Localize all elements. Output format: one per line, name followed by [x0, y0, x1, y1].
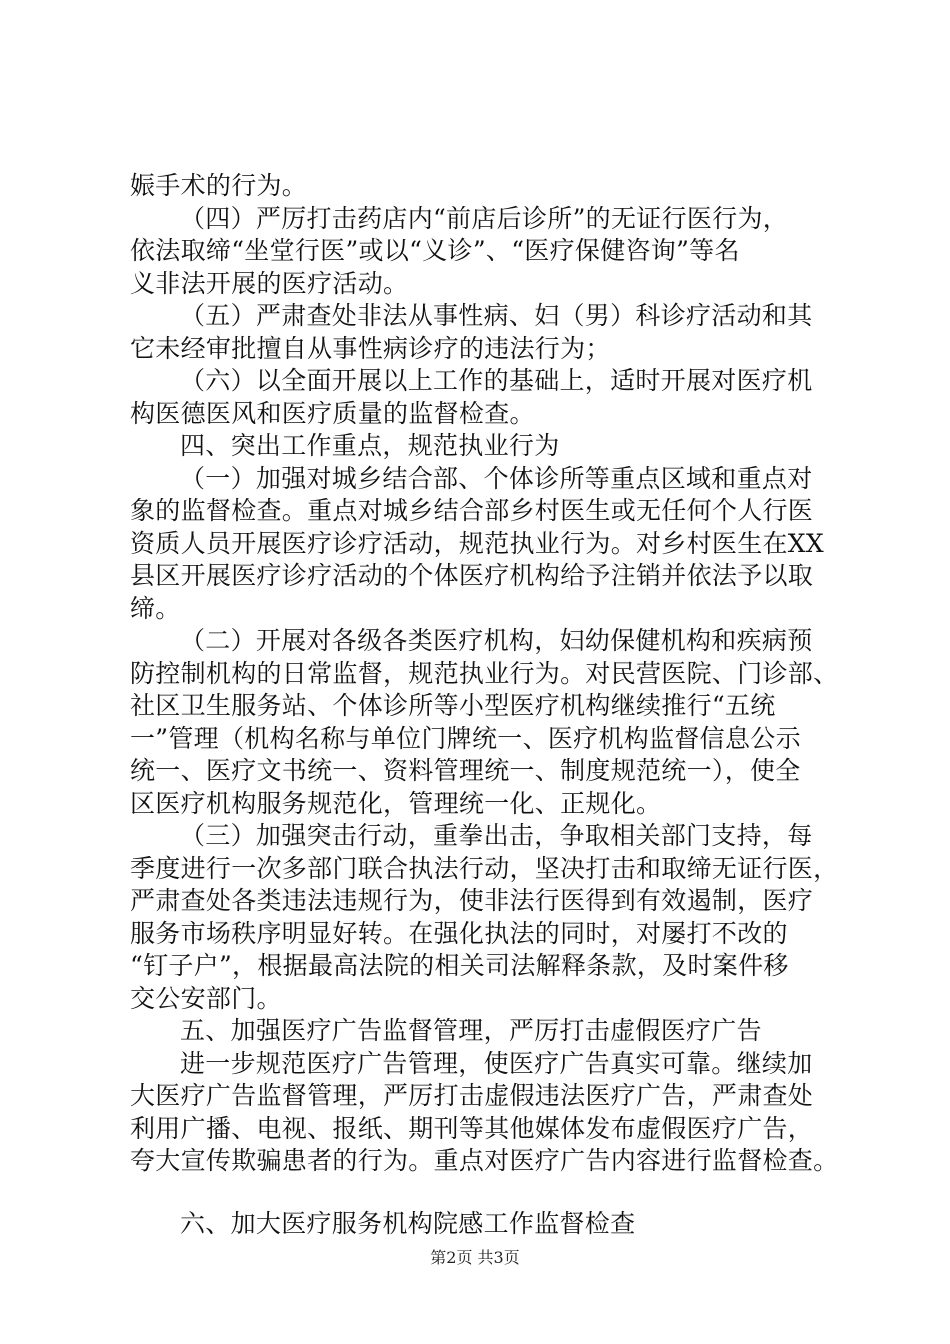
paragraph-line: 交公安部门。 — [130, 983, 282, 1013]
paragraph-line: 依法取缔“坐堂行医”或以“义诊”、“医疗保健咨询”等名 — [130, 236, 740, 265]
paragraph-line: （六）以全面开展以上工作的基础上，适时开展对医疗机 — [180, 366, 813, 395]
paragraph-line: 统一、医疗文书统一、资料管理统一、制度规范统一），使全 — [130, 756, 801, 785]
paragraph-line: （二）开展对各级各类医疗机构，妇幼保健机构和疾病预 — [180, 626, 813, 655]
paragraph-line: 防控制机构的日常监督，规范执业行为。对民营医院、门诊部、 — [130, 658, 839, 688]
paragraph-line: 区医疗机构服务规范化，管理统一化、正规化。 — [130, 788, 662, 818]
paragraph-line: 娠手术的行为。 — [130, 171, 308, 200]
paragraph-line: （一）加强对城乡结合部、个体诊所等重点区域和重点对 — [180, 463, 813, 493]
paragraph-line: 夸大宣传欺骗患者的行为。重点对医疗广告内容进行监督检查。 — [130, 1146, 839, 1175]
section-heading: 六、加大医疗服务机构院感工作监督检查 — [180, 1208, 636, 1238]
paragraph-line: 义非法开展的医疗活动。 — [130, 268, 409, 298]
paragraph-spacer — [130, 1178, 830, 1208]
paragraph-line: 进一步规范医疗广告管理，使医疗广告真实可靠。继续加 — [180, 1048, 813, 1078]
paragraph-line: （四）严厉打击药店内“前店后诊所”的无证行医行为， — [180, 203, 789, 233]
paragraph-line: 季度进行一次多部门联合执法行动，坚决打击和取缔无证行医， — [130, 853, 839, 883]
paragraph-line: 缔。 — [130, 593, 181, 623]
page-footer: 第2页 共3页 — [430, 1248, 520, 1267]
section-heading: 五、加强医疗广告监督管理，严厉打击虚假医疗广告 — [180, 1016, 762, 1045]
paragraph-line: 一”管理（机构名称与单位门牌统一、医疗机构监督信息公示 — [130, 723, 801, 753]
section-heading: 四、突出工作重点，规范执业行为 — [180, 431, 560, 460]
paragraph-line: 构医德医风和医疗质量的监督检查。 — [130, 398, 535, 428]
paragraph-line: “钉子户”，根据最高法院的相关司法解释条款，及时案件移 — [130, 951, 789, 980]
paragraph-line: 服务市场秩序明显好转。在强化执法的同时，对屡打不改的 — [130, 918, 788, 948]
document-body — [130, 170, 839, 1240]
paragraph-line: 县区开展医疗诊疗活动的个体医疗机构给予注销并依法予以取 — [130, 561, 814, 590]
paragraph-line: 它未经审批擅自从事性病诊疗的违法行为； — [130, 333, 611, 363]
paragraph-line: 社区卫生服务站、个体诊所等小型医疗机构继续推行“五统 — [130, 691, 776, 720]
paragraph-line: （三）加强突击行动，重拳出击，争取相关部门支持，每 — [180, 821, 813, 850]
paragraph-line: 资质人员开展医疗诊疗活动，规范执业行为。对乡村医生在XX — [130, 528, 824, 558]
paragraph-line: 象的监督检查。重点对城乡结合部乡村医生或无任何个人行医 — [130, 496, 814, 525]
paragraph-line: 严肃查处各类违法违规行为，使非法行医得到有效遏制，医疗 — [130, 886, 814, 915]
paragraph-line: （五）严肃查处非法从事性病、妇（男）科诊疗活动和其 — [180, 301, 813, 330]
paragraph-line: 利用广播、电视、报纸、期刊等其他媒体发布虚假医疗广告， — [130, 1113, 814, 1143]
paragraph-line: 大医疗广告监督管理，严厉打击虚假违法医疗广告，严肃查处 — [130, 1081, 814, 1110]
